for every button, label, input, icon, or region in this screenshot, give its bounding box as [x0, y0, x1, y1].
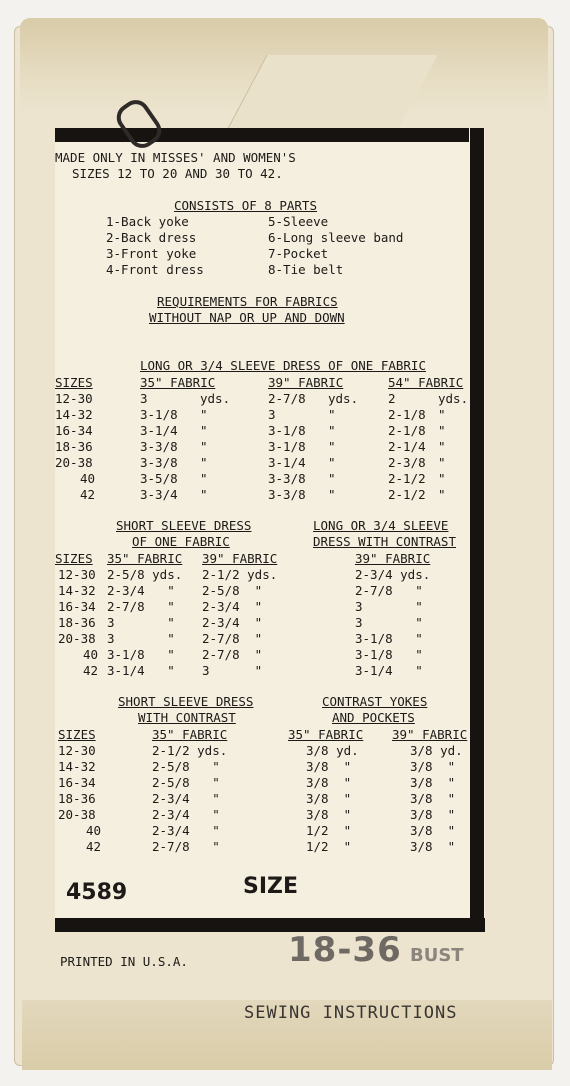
- unit-cell: ": [328, 439, 336, 454]
- column-header: 39" FABRIC: [268, 375, 344, 390]
- unit-cell: ": [438, 471, 446, 486]
- table-title: WITH CONTRAST: [138, 710, 236, 725]
- pattern-number: 4589: [66, 880, 128, 905]
- value-cell: 2-1/8: [388, 423, 426, 438]
- value-cell: 2-7/8: [268, 391, 306, 406]
- requirements-heading-2: WITHOUT NAP OR UP AND DOWN: [149, 310, 345, 325]
- size-cell: 14-32: [58, 759, 96, 774]
- sewing-instructions-label: SEWING INSTRUCTIONS: [244, 1003, 458, 1018]
- value-cell: 2-7/8 ": [355, 583, 423, 598]
- value-cell: 3/8 ": [410, 791, 456, 806]
- intro-line-1: MADE ONLY IN MISSES' AND WOMEN'S: [55, 150, 296, 165]
- panel-top-border: [55, 128, 469, 142]
- size-cell: 42: [80, 487, 96, 502]
- size-cell: 14-32: [55, 407, 93, 422]
- part-item: 7-Pocket: [268, 246, 329, 261]
- size-cell: 42: [86, 839, 102, 854]
- size-cell: 12-30: [55, 391, 93, 406]
- part-item: 5-Sleeve: [268, 214, 329, 229]
- column-header: 35" FABRIC: [152, 727, 228, 742]
- value-cell: 2-5/8 ": [202, 583, 263, 598]
- size-cell: 14-32: [58, 583, 96, 598]
- requirements-heading-1: REQUIREMENTS FOR FABRICS: [157, 294, 338, 309]
- table-title: DRESS WITH CONTRAST: [313, 534, 456, 549]
- value-cell: 3-1/4: [268, 455, 306, 470]
- value-cell: 3/8 ": [410, 807, 456, 822]
- column-header: 39" FABRIC: [355, 551, 431, 566]
- value-cell: 3-1/8 ": [355, 647, 423, 662]
- value-cell: 3-1/4 ": [355, 663, 423, 678]
- value-cell: 3-1/8: [268, 439, 306, 454]
- value-cell: 3-1/8: [140, 407, 178, 422]
- size-cell: 40: [86, 823, 102, 838]
- value-cell: 3/8 ": [410, 759, 456, 774]
- unit-cell: ": [438, 439, 446, 454]
- column-header: 35" FABRIC: [288, 727, 364, 742]
- value-cell: 3-3/8: [140, 439, 178, 454]
- size-cell: 12-30: [58, 567, 96, 582]
- value-cell: 2-3/4 ": [152, 791, 220, 806]
- unit-cell: yds.: [438, 391, 469, 406]
- size-stamp: 18-36: [288, 930, 402, 970]
- value-cell: 3-3/8: [268, 487, 306, 502]
- value-cell: 2-7/8 ": [107, 599, 175, 614]
- part-item: 2-Back dress: [106, 230, 197, 245]
- unit-cell: ": [328, 455, 336, 470]
- value-cell: 3-1/8 ": [107, 647, 175, 662]
- unit-cell: ": [328, 407, 336, 422]
- panel-right-border: [470, 128, 484, 923]
- part-item: 3-Front yoke: [106, 246, 197, 261]
- value-cell: 2-7/8 ": [152, 839, 220, 854]
- value-cell: 2-3/4 ": [202, 599, 263, 614]
- value-cell: 2-1/2 yds.: [152, 743, 228, 758]
- value-cell: 2-5/8 ": [152, 775, 220, 790]
- parts-heading: CONSISTS OF 8 PARTS: [174, 198, 317, 213]
- unit-cell: yds.: [328, 391, 359, 406]
- table-title: OF ONE FABRIC: [132, 534, 230, 549]
- value-cell: 3/8 yd.: [410, 743, 463, 758]
- unit-cell: ": [438, 455, 446, 470]
- value-cell: 3-1/4: [140, 423, 178, 438]
- bust-stamp: BUST: [410, 945, 464, 966]
- unit-cell: ": [200, 471, 208, 486]
- size-cell: 20-38: [55, 455, 93, 470]
- unit-cell: ": [328, 487, 336, 502]
- size-cell: 16-34: [55, 423, 93, 438]
- table-title: SHORT SLEEVE DRESS: [118, 694, 254, 709]
- unit-cell: yds.: [200, 391, 231, 406]
- column-header: 39" FABRIC: [202, 551, 278, 566]
- value-cell: 3 ": [355, 615, 423, 630]
- table-title: SHORT SLEEVE DRESS: [116, 518, 252, 533]
- value-cell: 3/8 ": [306, 775, 352, 790]
- column-header: 35" FABRIC: [140, 375, 216, 390]
- value-cell: 3/8 ": [410, 823, 456, 838]
- value-cell: 2-3/8: [388, 455, 426, 470]
- column-header: 35" FABRIC: [107, 551, 183, 566]
- value-cell: 3/8 yd.: [306, 743, 359, 758]
- unit-cell: ": [328, 423, 336, 438]
- value-cell: 3-3/4: [140, 487, 178, 502]
- value-cell: 3-1/8 ": [355, 631, 423, 646]
- size-cell: 18-36: [58, 791, 96, 806]
- size-cell: 18-36: [55, 439, 93, 454]
- size-cell: 12-30: [58, 743, 96, 758]
- sizes-header: SIZES: [58, 727, 96, 742]
- unit-cell: ": [438, 487, 446, 502]
- value-cell: 3/8 ": [306, 791, 352, 806]
- size-cell: 40: [83, 647, 99, 662]
- size-cell: 16-34: [58, 599, 96, 614]
- value-cell: 2-1/2: [388, 471, 426, 486]
- value-cell: 2-1/8: [388, 407, 426, 422]
- value-cell: 3/8 ": [410, 775, 456, 790]
- value-cell: 3: [268, 407, 276, 422]
- value-cell: 3 ": [202, 663, 263, 678]
- unit-cell: ": [200, 455, 208, 470]
- table-title: AND POCKETS: [332, 710, 415, 725]
- sizes-header: SIZES: [55, 375, 93, 390]
- value-cell: 2-3/4 yds.: [355, 567, 431, 582]
- value-cell: 3/8 ": [410, 839, 456, 854]
- unit-cell: ": [438, 407, 446, 422]
- value-cell: 3 ": [107, 631, 175, 646]
- unit-cell: ": [200, 487, 208, 502]
- size-cell: 16-34: [58, 775, 96, 790]
- size-cell: 42: [83, 663, 99, 678]
- value-cell: 2: [388, 391, 396, 406]
- unit-cell: ": [200, 423, 208, 438]
- size-label: SIZE: [243, 874, 299, 899]
- value-cell: 3/8 ": [306, 759, 352, 774]
- value-cell: 3-3/8: [268, 471, 306, 486]
- unit-cell: ": [200, 407, 208, 422]
- value-cell: 2-3/4 ": [202, 615, 263, 630]
- unit-cell: ": [200, 439, 208, 454]
- value-cell: 3: [140, 391, 148, 406]
- value-cell: 2-3/4 ": [152, 807, 220, 822]
- value-cell: 3-3/8: [140, 455, 178, 470]
- value-cell: 2-7/8 ": [202, 647, 263, 662]
- panel-bottom-border: [55, 918, 485, 932]
- value-cell: 2-1/2 yds.: [202, 567, 278, 582]
- value-cell: 2-1/2: [388, 487, 426, 502]
- part-item: 8-Tie belt: [268, 262, 344, 277]
- value-cell: 1/2 ": [306, 839, 352, 854]
- value-cell: 2-1/4: [388, 439, 426, 454]
- size-cell: 20-38: [58, 807, 96, 822]
- printed-in-usa: PRINTED IN U.S.A.: [60, 954, 188, 969]
- value-cell: 3/8 ": [306, 807, 352, 822]
- sizes-header: SIZES: [55, 551, 93, 566]
- value-cell: 2-3/4 ": [107, 583, 175, 598]
- column-header: 39" FABRIC: [392, 727, 468, 742]
- value-cell: 3-5/8: [140, 471, 178, 486]
- part-item: 6-Long sleeve band: [268, 230, 404, 245]
- size-cell: 20-38: [58, 631, 96, 646]
- unit-cell: ": [328, 471, 336, 486]
- table-title: LONG OR 3/4 SLEEVE: [313, 518, 449, 533]
- part-item: 4-Front dress: [106, 262, 204, 277]
- size-cell: 40: [80, 471, 96, 486]
- value-cell: 2-3/4 ": [152, 823, 220, 838]
- column-header: 54" FABRIC: [388, 375, 464, 390]
- part-item: 1-Back yoke: [106, 214, 189, 229]
- value-cell: 3 ": [355, 599, 423, 614]
- value-cell: 3 ": [107, 615, 175, 630]
- value-cell: 2-7/8 ": [202, 631, 263, 646]
- unit-cell: ": [438, 423, 446, 438]
- value-cell: 2-5/8 yds.: [107, 567, 183, 582]
- table-title: LONG OR 3/4 SLEEVE DRESS OF ONE FABRIC: [140, 358, 426, 373]
- value-cell: 1/2 ": [306, 823, 352, 838]
- table-title: CONTRAST YOKES: [322, 694, 428, 709]
- intro-line-2: SIZES 12 TO 20 AND 30 TO 42.: [72, 166, 283, 181]
- value-cell: 2-5/8 ": [152, 759, 220, 774]
- value-cell: 3-1/4 ": [107, 663, 175, 678]
- size-cell: 18-36: [58, 615, 96, 630]
- value-cell: 3-1/8: [268, 423, 306, 438]
